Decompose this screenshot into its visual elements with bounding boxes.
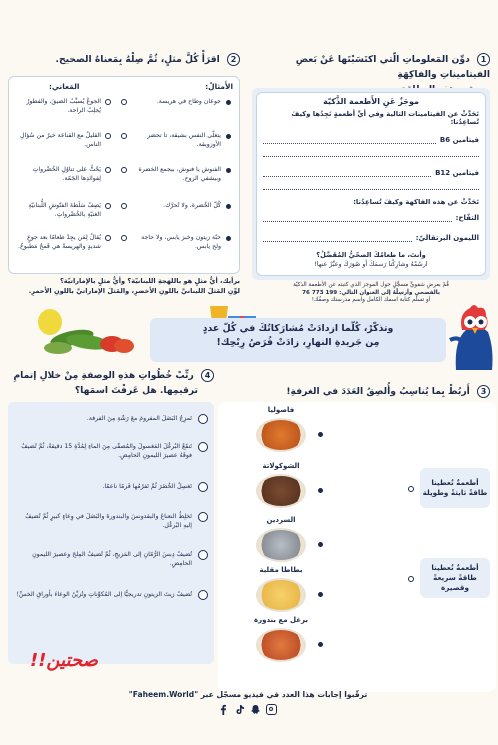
quick-energy-connector-dot[interactable]	[408, 576, 414, 582]
food-label: الشوكولاتة	[262, 462, 300, 470]
proverb-bullet	[226, 134, 231, 139]
b6-answer-line-2[interactable]	[263, 156, 479, 157]
proverb-connector-dot[interactable]	[121, 167, 127, 173]
snapchat-icon[interactable]	[250, 704, 261, 715]
reminder-banner	[150, 318, 446, 362]
section3-header	[265, 384, 490, 399]
meanings-column-header: المَعاني:	[49, 82, 80, 91]
section1-title-line1: دوِّن المَعلوماتِ الّتي اكتَسَبْتَها عَنْ بَعضِ الفيتاميناتِ والفاكِهَةِ	[295, 54, 490, 80]
footer-text: ترقّبوا إجابات هذا العدد في فيديو مسجّل عبر "Faheem.World"	[128, 690, 368, 699]
orange-row	[263, 234, 479, 242]
vitamins-question: تَحَدَّثْ عن الفيتامينات التالية وفي أيِّ أطعمةٍ نَجِدُها وكيفَ تُساعِدُنا:	[291, 110, 479, 126]
smart-food-card-panel	[252, 88, 490, 280]
vegetables-illustration	[28, 300, 138, 360]
section-number-badge: 4	[201, 369, 214, 382]
banner-line1: وتذكّرْ، كُلّما ازدادَتْ مُشارَكاتُكَ في كُلّ عددٍ	[202, 323, 394, 334]
social-icons	[218, 704, 277, 715]
section4-title-line2: ترقيمِها. هل عَرفْتَ اسمَها؟	[74, 385, 198, 396]
food-connector-dot[interactable]	[318, 488, 323, 493]
facebook-icon[interactable]	[218, 704, 229, 715]
b12-label: فيتامين B12	[435, 169, 479, 177]
instagram-icon[interactable]	[266, 704, 277, 715]
food-image	[256, 474, 306, 508]
orange-label: الليمون البرتقاليّ:	[415, 234, 479, 242]
favorite-food-prompt: ارسُمْهُ وشارِكْنا رَسمَكَ أو صُوَرَكَ وعبِّرْ عنها!	[314, 261, 428, 268]
step-number-circle[interactable]	[198, 512, 208, 522]
food-image	[256, 528, 306, 562]
section4-header	[8, 368, 214, 398]
meaning-item: يَصِفُ سَلَطةَ الفتّوشِ اللُّبنانيّةِ الغنيّةِ بالخُضْرواتِ.	[28, 202, 101, 219]
meaning-connector-dot[interactable]	[105, 235, 111, 241]
recipe-step-text: تُضيفُ زيتَ الزيتونِ تدريجيًّا إلى المُكوِّناتِ وتُزيِّنُ الوعاءَ بأوراقِ الخسِّ!	[16, 591, 192, 598]
b12-answer-line[interactable]	[263, 176, 431, 177]
recipe-step-text: تَنقَعُ البُرغُلَ المَغسولَ والمُصفّى مِنَ الماءِ لِمُدَّةِ 15 دقيقةً، ثُمَّ تُضيفُ فوقَهُ عصيرَ الليمونِ الحامِضِ.	[21, 443, 192, 460]
meaning-connector-dot[interactable]	[105, 99, 111, 105]
quick-energy-box[interactable]: أطعمةٌ تُعطينا طاقةً سريعةً وقصيرة	[420, 558, 490, 598]
recipe-step-text: تُضيفُ دِبسَ الرُّمّانِ إلى المَزيجِ، ثُمَّ تُضيفُ المِلحَ وعصيرَ الليمونِ الحامِضِ.	[32, 551, 192, 568]
apple-label: التفّاح:	[455, 214, 479, 222]
recipe-steps-panel	[8, 402, 214, 664]
b6-answer-line[interactable]	[263, 143, 436, 144]
fruit-question: تَحَدَّثْ عن هذه الفاكهة وكيفَ تُساعِدُنا:	[353, 198, 479, 206]
section-number-badge: 3	[477, 385, 490, 398]
recording-note-line3: أو تسلّم كتابة اسمك الكامل واسم مدرستك وصفّك!	[311, 297, 431, 303]
recipe-step-text: تَمزِجُ البَصَلَ المفرومَ معَ رَشّةِ مِنَ الفرفة.	[86, 415, 192, 422]
meaning-connector-dot[interactable]	[105, 133, 111, 139]
long-energy-connector-dot[interactable]	[408, 486, 414, 492]
rooster-mascot-illustration	[448, 300, 496, 372]
section-number-badge: 1	[477, 53, 490, 66]
proverb-bullet	[226, 236, 231, 241]
food-image	[256, 578, 306, 612]
meaning-item: يُقالُ لِمَن يجِدُ طعامًا بعد جوعٍ شديدٍ والهريسةُ هي قَمحٌ مَطبوخٌ.	[17, 234, 101, 251]
recording-note-line1: قُمْ بعرضِ شفويٍّ مسجَّلٍ حول الموجز الذي كتبته عن الأطعمة الذكيّة	[293, 282, 449, 288]
proverb-connector-dot[interactable]	[121, 235, 127, 241]
recipe-step-text: تَخلِطُ النعناعَ والبقدونسَ والبندورةَ والبَصَلَ في وِعاءٍ كبيرٍ ثُمَّ تُضيفُ إليهِ البُرغُل.	[25, 513, 192, 530]
proverb-item: يتغلّى النفس بشيقة، تا تحضر الأوزويقة.	[147, 132, 221, 149]
meaning-item: يَحُثُّ على تناوُلِ الخُضْرواتِ لِفوائدِها الجَمّة.	[32, 166, 101, 183]
meaning-item: القليلُ مع القناعة خيرٌ من سُؤالِ الناس.	[20, 132, 101, 149]
proverb-connector-dot[interactable]	[121, 133, 127, 139]
section4-title-line1: رتِّبْ خُطُواتِ هذهِ الوصفةِ مِنْ خلالِ إتمامِ	[13, 370, 194, 381]
food-connector-dot[interactable]	[318, 592, 323, 597]
proverb-bullet	[226, 100, 231, 105]
b6-label: فيتامين B6	[439, 136, 479, 144]
bon-appetit-text: صحتين!!	[30, 650, 98, 671]
step-number-circle[interactable]	[198, 482, 208, 492]
orange-answer-line[interactable]	[263, 241, 412, 242]
proverb-connector-dot[interactable]	[121, 203, 127, 209]
food-label: بطاطا مقلية	[259, 566, 303, 574]
dialect-question-line2: لوِّنِ المَثلَ اللبنانيَّ باللونِ الأخضرِ، والمَثلَ الإماراتيَّ باللونِ الأحمرِ.	[28, 287, 240, 295]
step-number-circle[interactable]	[198, 550, 208, 560]
meaning-item: الجوعُ يُسبِّبُ الضيقَ، والفطورُ يُجلِبُ الراحة.	[26, 98, 101, 115]
favorite-food-question: وأنتَ، ما طعامُكَ الصحّيُّ المُفَضَّلُ؟	[316, 251, 426, 259]
smart-food-card	[256, 92, 486, 276]
b12-row	[263, 169, 479, 177]
long-energy-box[interactable]: أطعمةٌ تُعطينا طاقةً ثابتةً وطويلة	[420, 468, 490, 508]
proverbs-column-header: الأَمثالُ:	[205, 82, 233, 91]
food-connector-dot[interactable]	[318, 642, 323, 647]
section2-title: اقرَأْ كُلَّ مثلٍ، ثُمَّ صِلْهُ بِمَعناهُ الصحيح.	[55, 54, 220, 65]
food-label: السردين	[266, 516, 296, 524]
card-title: موجَزٌ عَنِ الأَطعمة الذَّكيّة	[323, 97, 419, 106]
banner-line2: مِن جَريدةِ النهارِ، زادَتْ فُرَصُ رِبْحِك!	[216, 337, 380, 348]
step-number-circle[interactable]	[198, 414, 208, 424]
meaning-connector-dot[interactable]	[105, 167, 111, 173]
proverb-bullet	[226, 168, 231, 173]
proverb-item: كُلّ الخُضرة، ولا تُحرَّك.	[163, 202, 221, 209]
food-label: برغل مع بندورة	[253, 616, 309, 624]
dialect-question-line1: برأيك، أيُّ مثلٍ هو باللهجةِ اللبنانيّة؟ وأيُّ مثلٍ بالإماراتيّة؟	[59, 277, 240, 285]
meaning-connector-dot[interactable]	[105, 203, 111, 209]
food-matching-area	[218, 402, 496, 692]
step-number-circle[interactable]	[198, 590, 208, 600]
section2-header	[8, 52, 240, 67]
dialect-question	[8, 276, 240, 296]
food-connector-dot[interactable]	[318, 432, 323, 437]
b12-answer-line-2[interactable]	[263, 189, 479, 190]
b6-row	[263, 136, 479, 144]
tiktok-icon[interactable]	[234, 704, 245, 715]
food-image	[256, 418, 306, 452]
recipe-step-text: تَغسِلُ الخُضَرَ ثُمَّ تَفرُمُها فَرمًا ناعمًا.	[102, 483, 192, 490]
proverb-connector-dot[interactable]	[121, 99, 127, 105]
proverb-item: الفنوش يا فنوش، بيجمع الخضرة وبيشفي الروح.	[138, 166, 221, 183]
proverbs-matching-card	[8, 76, 240, 274]
food-image	[256, 628, 306, 662]
proverb-item: حبّة زيتون وخبز يابس، ولا حاجة ولح يابس.	[141, 234, 221, 251]
section-number-badge: 2	[227, 53, 240, 66]
food-connector-dot[interactable]	[318, 542, 323, 547]
proverb-bullet	[226, 204, 231, 209]
section3-title: أَربُطْ بِما يُناسِبُ وأُلصِقُ العَدَدَ في الغرفةِ!	[286, 386, 470, 397]
food-label: فاصوليا	[267, 406, 295, 414]
apple-row	[263, 214, 479, 222]
recording-note-line2: بالفصحى وأرسِلْهُ إلى العنوان التالي: 199 773 76	[302, 289, 440, 296]
proverb-item: جوعان وطاح في هريسة.	[156, 98, 221, 105]
apple-answer-line[interactable]	[263, 221, 452, 222]
step-number-circle[interactable]	[198, 442, 208, 452]
